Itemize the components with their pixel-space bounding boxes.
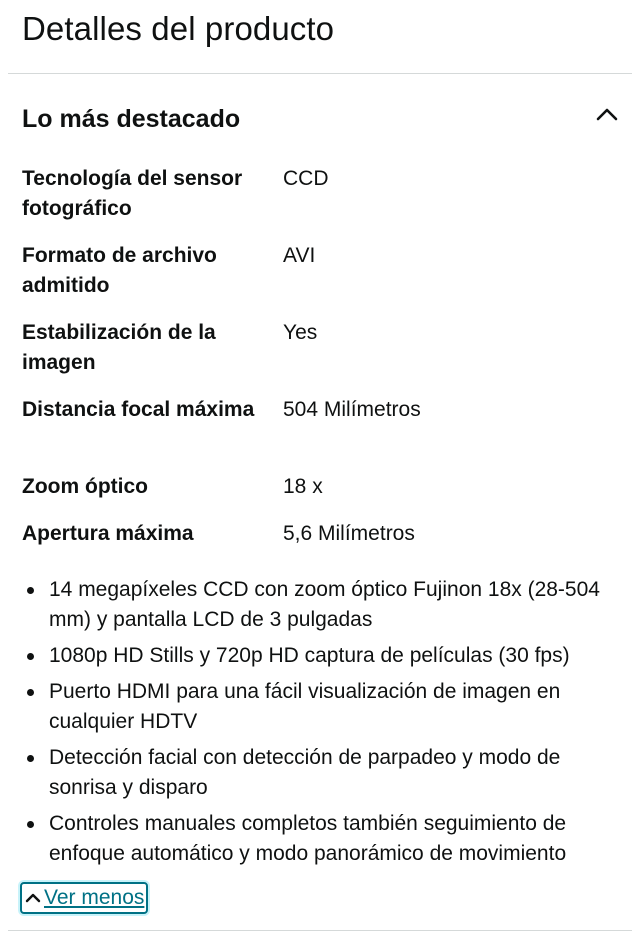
list-item-text: Controles manuales completos también seguimiento de enfoque automático y modo panorámico de movimiento	[49, 812, 567, 865]
spec-label: Estabilización de la imagen	[22, 321, 216, 374]
bullet-dot-icon	[27, 821, 34, 828]
list-item	[20, 641, 620, 671]
spec-value: Yes	[283, 321, 318, 344]
spec-row	[22, 519, 622, 566]
list-item	[20, 575, 620, 635]
spec-row	[22, 395, 622, 472]
spec-row	[22, 472, 622, 519]
specs-table	[22, 164, 622, 566]
see-less-label: Ver menos	[44, 886, 145, 909]
spec-value: CCD	[283, 167, 329, 190]
bullet-dot-icon	[27, 587, 34, 594]
list-item	[20, 677, 620, 737]
section-title: Lo más destacado	[22, 105, 241, 133]
bullet-dot-icon	[27, 689, 34, 696]
highlights-section-header[interactable]	[0, 96, 640, 142]
chevron-up-icon	[592, 100, 622, 130]
spec-row	[22, 164, 622, 241]
spec-row	[22, 318, 622, 395]
list-item-text: 14 megapíxeles CCD con zoom óptico Fujinon 18x (28-504 mm) y pantalla LCD de 3 pulgadas	[49, 578, 600, 631]
spec-label: Apertura máxima	[22, 522, 194, 545]
bullet-dot-icon	[27, 755, 34, 762]
spec-value: 5,6 Milímetros	[283, 522, 415, 545]
spec-value: 18 x	[283, 475, 323, 498]
top-divider	[8, 73, 632, 74]
list-item-text: Detección facial con detección de parpadeo y modo de sonrisa y disparo	[49, 746, 561, 799]
list-item	[20, 809, 620, 869]
spec-label: Zoom óptico	[22, 475, 148, 498]
list-item-text: 1080p HD Stills y 720p HD captura de películas (30 fps)	[49, 644, 570, 667]
bottom-divider	[8, 930, 632, 931]
spec-value: AVI	[283, 244, 316, 267]
spec-row	[22, 241, 622, 318]
chevron-up-icon	[24, 889, 42, 907]
bullet-dot-icon	[27, 653, 34, 660]
spec-label: Formato de archivo admitido	[22, 244, 217, 297]
list-item	[20, 743, 620, 803]
spec-value: 504 Milímetros	[283, 398, 421, 421]
spec-label: Tecnología del sensor fotográfico	[22, 167, 243, 220]
spec-label: Distancia focal máxima	[22, 398, 255, 421]
collapse-toggle-button[interactable]	[592, 100, 622, 130]
see-less-link[interactable]	[20, 882, 148, 914]
page-title: Detalles del producto	[22, 10, 335, 47]
list-item-text: Puerto HDMI para una fácil visualización de imagen en cualquier HDTV	[49, 680, 561, 733]
feature-bullet-list	[20, 575, 620, 875]
